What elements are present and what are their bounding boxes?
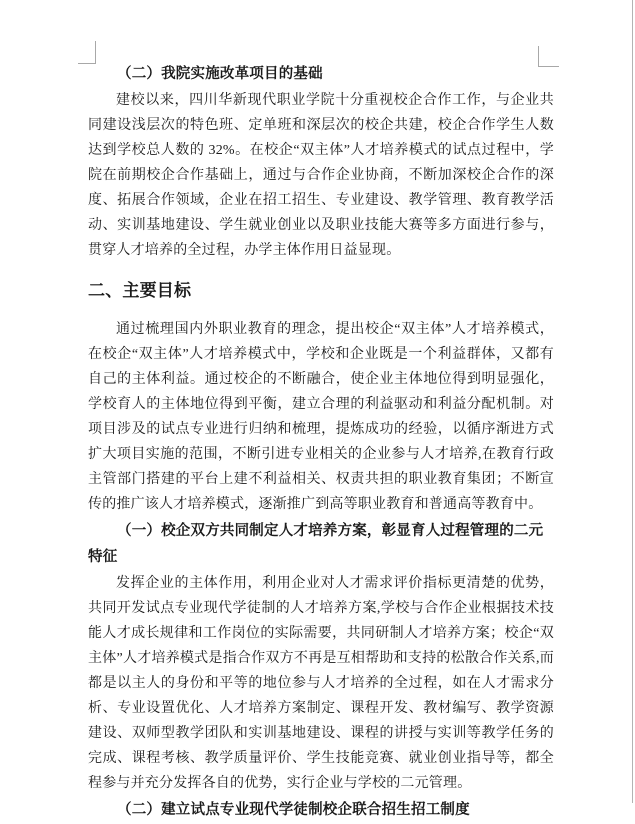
document-body <box>88 61 554 824</box>
paragraph-dual-subject-model-goals: 通过梳理国内外职业教育的理念，提出校企“双主体”人才培养模式，在校企“双主体”人才培养模式中，学校和企业既是一个利益群体，又都有自己的主体利益。通过校企的不断融合，使企业主体地位得到明显强化，学校育人的主体地位得到平衡，建立合理的利益驱动和利益分配机制。对项目涉及的试点专业进行归纳和梳理，提炼成功的经验，以循序渐进方式扩大项目实施的范围，不断引进专业相关的企业参与人才培养,在教育行政主管部门搭建的平台上建不利益相关、权责共担的职业教育集团；不断宣传的推广该人才培养模式，逐渐推广到高等职业教育和普通高等教育中。 <box>88 322 554 512</box>
subheading-joint-recruitment-system: （二）建立试点专业现代学徒制校企联合招生招工制度 <box>117 802 470 818</box>
subheading-joint-talent-plan: （一）校企双方共同制定人才培养方案，彰显育人过程管理的二元特征 <box>88 523 544 565</box>
section-heading-main-goals: 二、主要目标 <box>88 281 192 300</box>
page-right-edge-line <box>632 0 633 803</box>
subheading-reform-project-basis: （二）我院实施改革项目的基础 <box>117 66 323 82</box>
paragraph-enterprise-role-details: 发挥企业的主体作用，利用企业对人才需求评价指标更清楚的优势，共同开发试点专业现代学徒制的人才培养方案,学校与合作企业根据技术技能人才成长规律和工作岗位的实际需要，共同研制人才培养方案；校企“双主体”人才培养模式是指合作双方不再是互相帮助和支持的松散合作关系,而都是以主人的身份和平等的地位参与人才培养的全过程，如在人才需求分析、专业设置优化、人才培养方案制定、课程开发、教材编写、教学资源建设、双师型教学团队和实训基地建设、课程的讲授与实训等教学任务的完成、课程考核、教学质量评价、学生技能竞赛、就业创业指导等，都全程参与并充分发挥各自的优势，实行企业与学校的二元管理。 <box>88 576 554 791</box>
paragraph-school-enterprise-cooperation: 建校以来，四川华新现代职业学院十分重视校企合作工作，与企业共同建设浅层次的特色班、定单班和深层次的校企共建，校企合作学生人数达到学校总人数的 32%。在校企“双主体”人才培养模式的试点过程中，学院在前期校企合作基础上，通过与合作企业协商，不断加深校企合作的深度、拓展合作领域，企业在招工招生、专业建设、教学管理、教育教学活动、实训基地建设、学生就业创业以及职业技能大赛等多方面进行参与，贯穿人才培养的全过程，办学主体作用日益显现。 <box>88 93 554 258</box>
